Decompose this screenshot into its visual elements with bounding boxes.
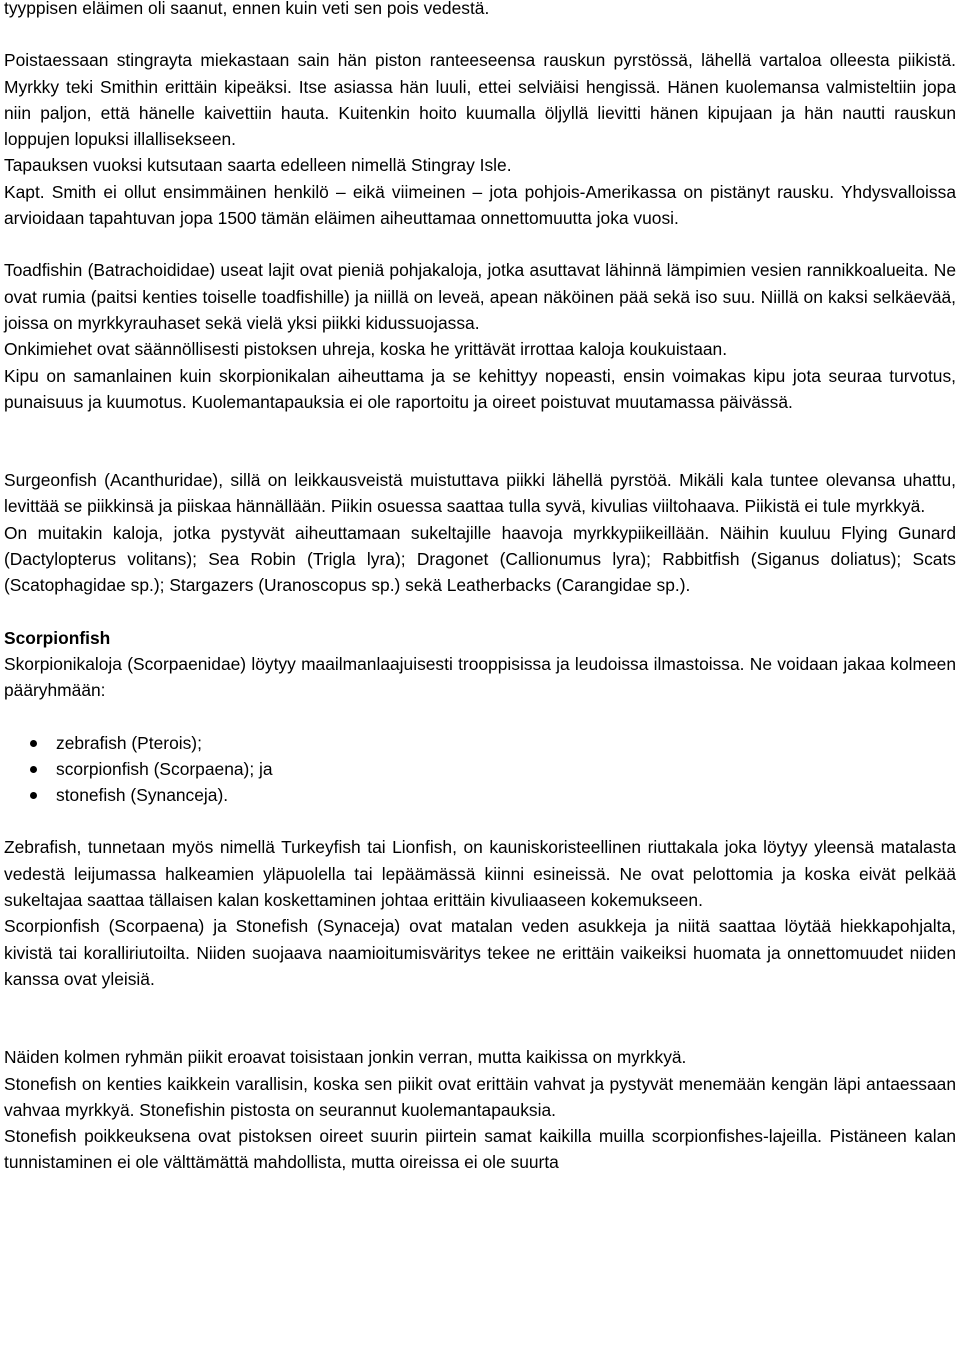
list-item: zebrafish (Pterois);	[4, 730, 956, 756]
paragraph-zebrafish: Zebrafish, tunnetaan myös nimellä Turkeyfish tai Lionfish, on kauniskoristeellinen riuttakala joka löytyy yleensä matalasta vedestä leijumassa halkeamien yläpuolella tai lepäämässä kiinni esineissä. Ne ovat pelottomia ja koska eivät pelkää sukeltajaa saattaa tällaisen kalan koskettaminen johtaa erittäin kivuliaaseen kokemukseen.	[4, 837, 956, 911]
paragraph-scorpaena-stonefish: Scorpionfish (Scorpaena) ja Stonefish (Synaceja) ovat matalan veden asukkeja ja niitä saattaa löytää hiekkapohjalta, kivistä tai koralliriutoilta. Niiden suojaava naamioitumisväritys tekee ne erittäin vaikeiksi huomata ja onnettomuudet niiden kanssa ovat yleisiä.	[4, 916, 956, 989]
paragraph-toadfish: Toadfishin (Batrachoididae) useat lajit ovat pieniä pohjakaloja, jotka asuttavat lähinnä lämpimien vesien rannikkoalueita. Ne ovat rumia (paitsi kenties toiselle toadfishille) ja niillä on leveä, apean näköinen pää sekä iso suu. Niillä on kaksi selkäevää, joissa on myrkkyrauhaset sekä vielä yksi piikki kidussuojassa.	[4, 260, 956, 333]
paragraph-surgeonfish: Surgeonfish (Acanthuridae), sillä on leikkausveistä muistuttava piikki lähellä pyrstöä. Mikäli kala tuntee olevansa uhattu, levittää se piikkinsä ja piiskaa hännällään. Piikin osuessa saattaa tulla syvä, kivulias viiltohaava. Piikistä ei tule myrkkyä.	[4, 470, 956, 517]
paragraph-spines: Näiden kolmen ryhmän piikit eroavat toisistaan jonkin verran, mutta kaikissa on myrkkyä.	[4, 1047, 687, 1068]
paragraph-stingray-sting: Poistaessaan stingrayta miekastaan sain hän piston ranteeseensa rauskun pyrstössä, lähellä vartaloa olleesta piikistä. Myrkky teki Smithin erittäin kipeäksi. Itse asiassa hän luuli, ettei selviäisi hengissä. Hänen kuolemansa valmisteltiin jopa niin paljon, että hänelle kaivettiin hauta. Kuitenkin hoito kuumalla öljyllä lievitti hänen kipujaan ja hän nautti rauskun loppujen lopuksi illallisekseen.	[4, 50, 956, 150]
paragraph-other-fish: On muitakin kaloja, jotka pystyvät aiheuttamaan sukeltajille haavoja myrkkypiikeillään. Näihin kuuluu Flying Gunard (Dactylopterus volitans); Sea Robin (Trigla lyra); Dragonet (Callionumus lyra); Rabbitfish (Siganus doliatus); Scats (Scatophagidae sp.); Stargazers (Uranoscopus sp.) sekä Leatherbacks (Carangidae sp.).	[4, 522, 956, 596]
paragraph-toadfish-pain: Kipu on samanlainen kuin skorpionikalan aiheuttama ja se kehittyy nopeasti, ensin voimakas kipu jota seuraa turvotus, punaisuus ja kuumotus. Kuolemantapauksia ei ole raportoitu ja oireet poistuvat muutamassa päivässä.	[4, 365, 956, 412]
paragraph-stingray-isle: Tapauksen vuoksi kutsutaan saarta edelleen nimellä Stingray Isle.	[4, 155, 512, 176]
section-heading-scorpionfish: Scorpionfish	[4, 627, 111, 648]
paragraph-intro-end: tyyppisen eläimen oli saanut, ennen kuin veti sen pois vedestä.	[4, 0, 490, 18]
paragraph-stonefish-danger: Stonefish on kenties kaikkein varallisin, koska sen piikit ovat erittäin vahvat ja pystyvät menemään kengän läpi antaessaan vahvaa myrkkyä. Stonefishin pistosta on seurannut kuolemantapauksia.	[4, 1073, 956, 1120]
paragraph-symptoms: Stonefish poikkeuksena ovat pistoksen oireet suurin piirtein samat kaikilla muilla scorpionfishes-lajeilla. Pistäneen kalan tunnistaminen ei ole välttämättä mahdollista, mutta oireissa ei ole suurta	[4, 1126, 956, 1173]
list-item: scorpionfish (Scorpaena); ja	[4, 756, 956, 782]
paragraph-scorpionfish-intro: Skorpionikaloja (Scorpaenidae) löytyy maailmanlaajuisesti trooppisissa ja leudoissa ilmastoissa. Ne voidaan jakaa kolmeen pääryhmään:	[4, 653, 956, 701]
paragraph-anglers: Onkimiehet ovat säännöllisesti pistoksen uhreja, koska he yrittävät irrottaa kaloja koukuistaan.	[4, 339, 728, 360]
paragraph-stingray-statistics: Kapt. Smith ei ollut ensimmäinen henkilö – eikä viimeinen – jota pohjois-Amerikassa on pistänyt rausku. Yhdysvalloissa arvioidaan tapahtuvan jopa 1500 tämän eläimen aiheuttamaa onnettomuutta joka vuosi.	[4, 181, 956, 229]
list-item: stonefish (Synanceja).	[4, 782, 956, 808]
scorpionfish-groups-list	[4, 730, 956, 809]
